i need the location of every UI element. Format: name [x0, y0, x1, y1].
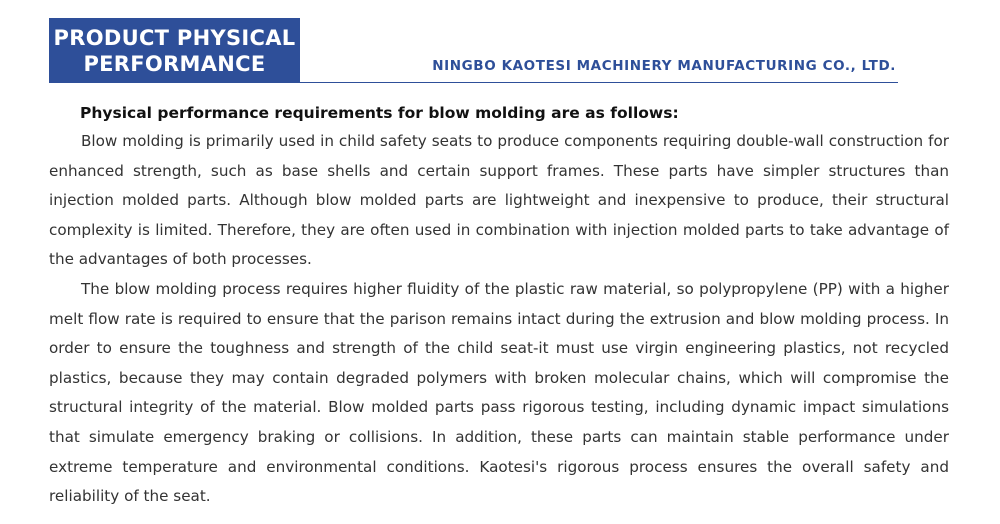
company-name: NINGBO KAOTESI MACHINERY MANUFACTURING CO., LTD. [432, 58, 896, 74]
paragraph-2: The blow molding process requires higher fluidity of the plastic raw material, so polypropylene (PP) with a higher melt flow rate is required to ensure that the parison remains intact during the extrusion and blow molding process. In order to ensure the toughness and strength of the child seat-it must use virgin engineering plastics, not recycled plastics, because they may contain degraded polymers with broken molecular chains, which will compromise the structural integrity of the material. Blow molded parts pass rigorous testing, including dynamic impact simulations that simulate emergency braking or collisions. In addition, these parts can maintain stable performance under extreme temperature and environmental conditions. Kaotesi's rigorous process ensures the overall safety and reliability of the seat. [49, 279, 949, 506]
paragraph-1: Blow molding is primarily used in child safety seats to produce components requiring double-wall construction for enhanced strength, such as base shells and certain support frames. These parts have simpler structures than injection molded parts. Although blow molded parts are lightweight and inexpensive to produce, their structural complexity is limited. Therefore, they are often used in combination with injection molded parts to take advantage of the advantages of both processes. [49, 132, 949, 269]
page-title-banner [49, 18, 300, 83]
header-divider [300, 82, 898, 83]
body-content [49, 100, 949, 512]
page-title-line-1: PRODUCT PHYSICAL [53, 25, 296, 50]
section-heading: Physical performance requirements for blow molding are as follows: [80, 104, 679, 122]
page-title-line-2: PERFORMANCE [83, 51, 266, 76]
